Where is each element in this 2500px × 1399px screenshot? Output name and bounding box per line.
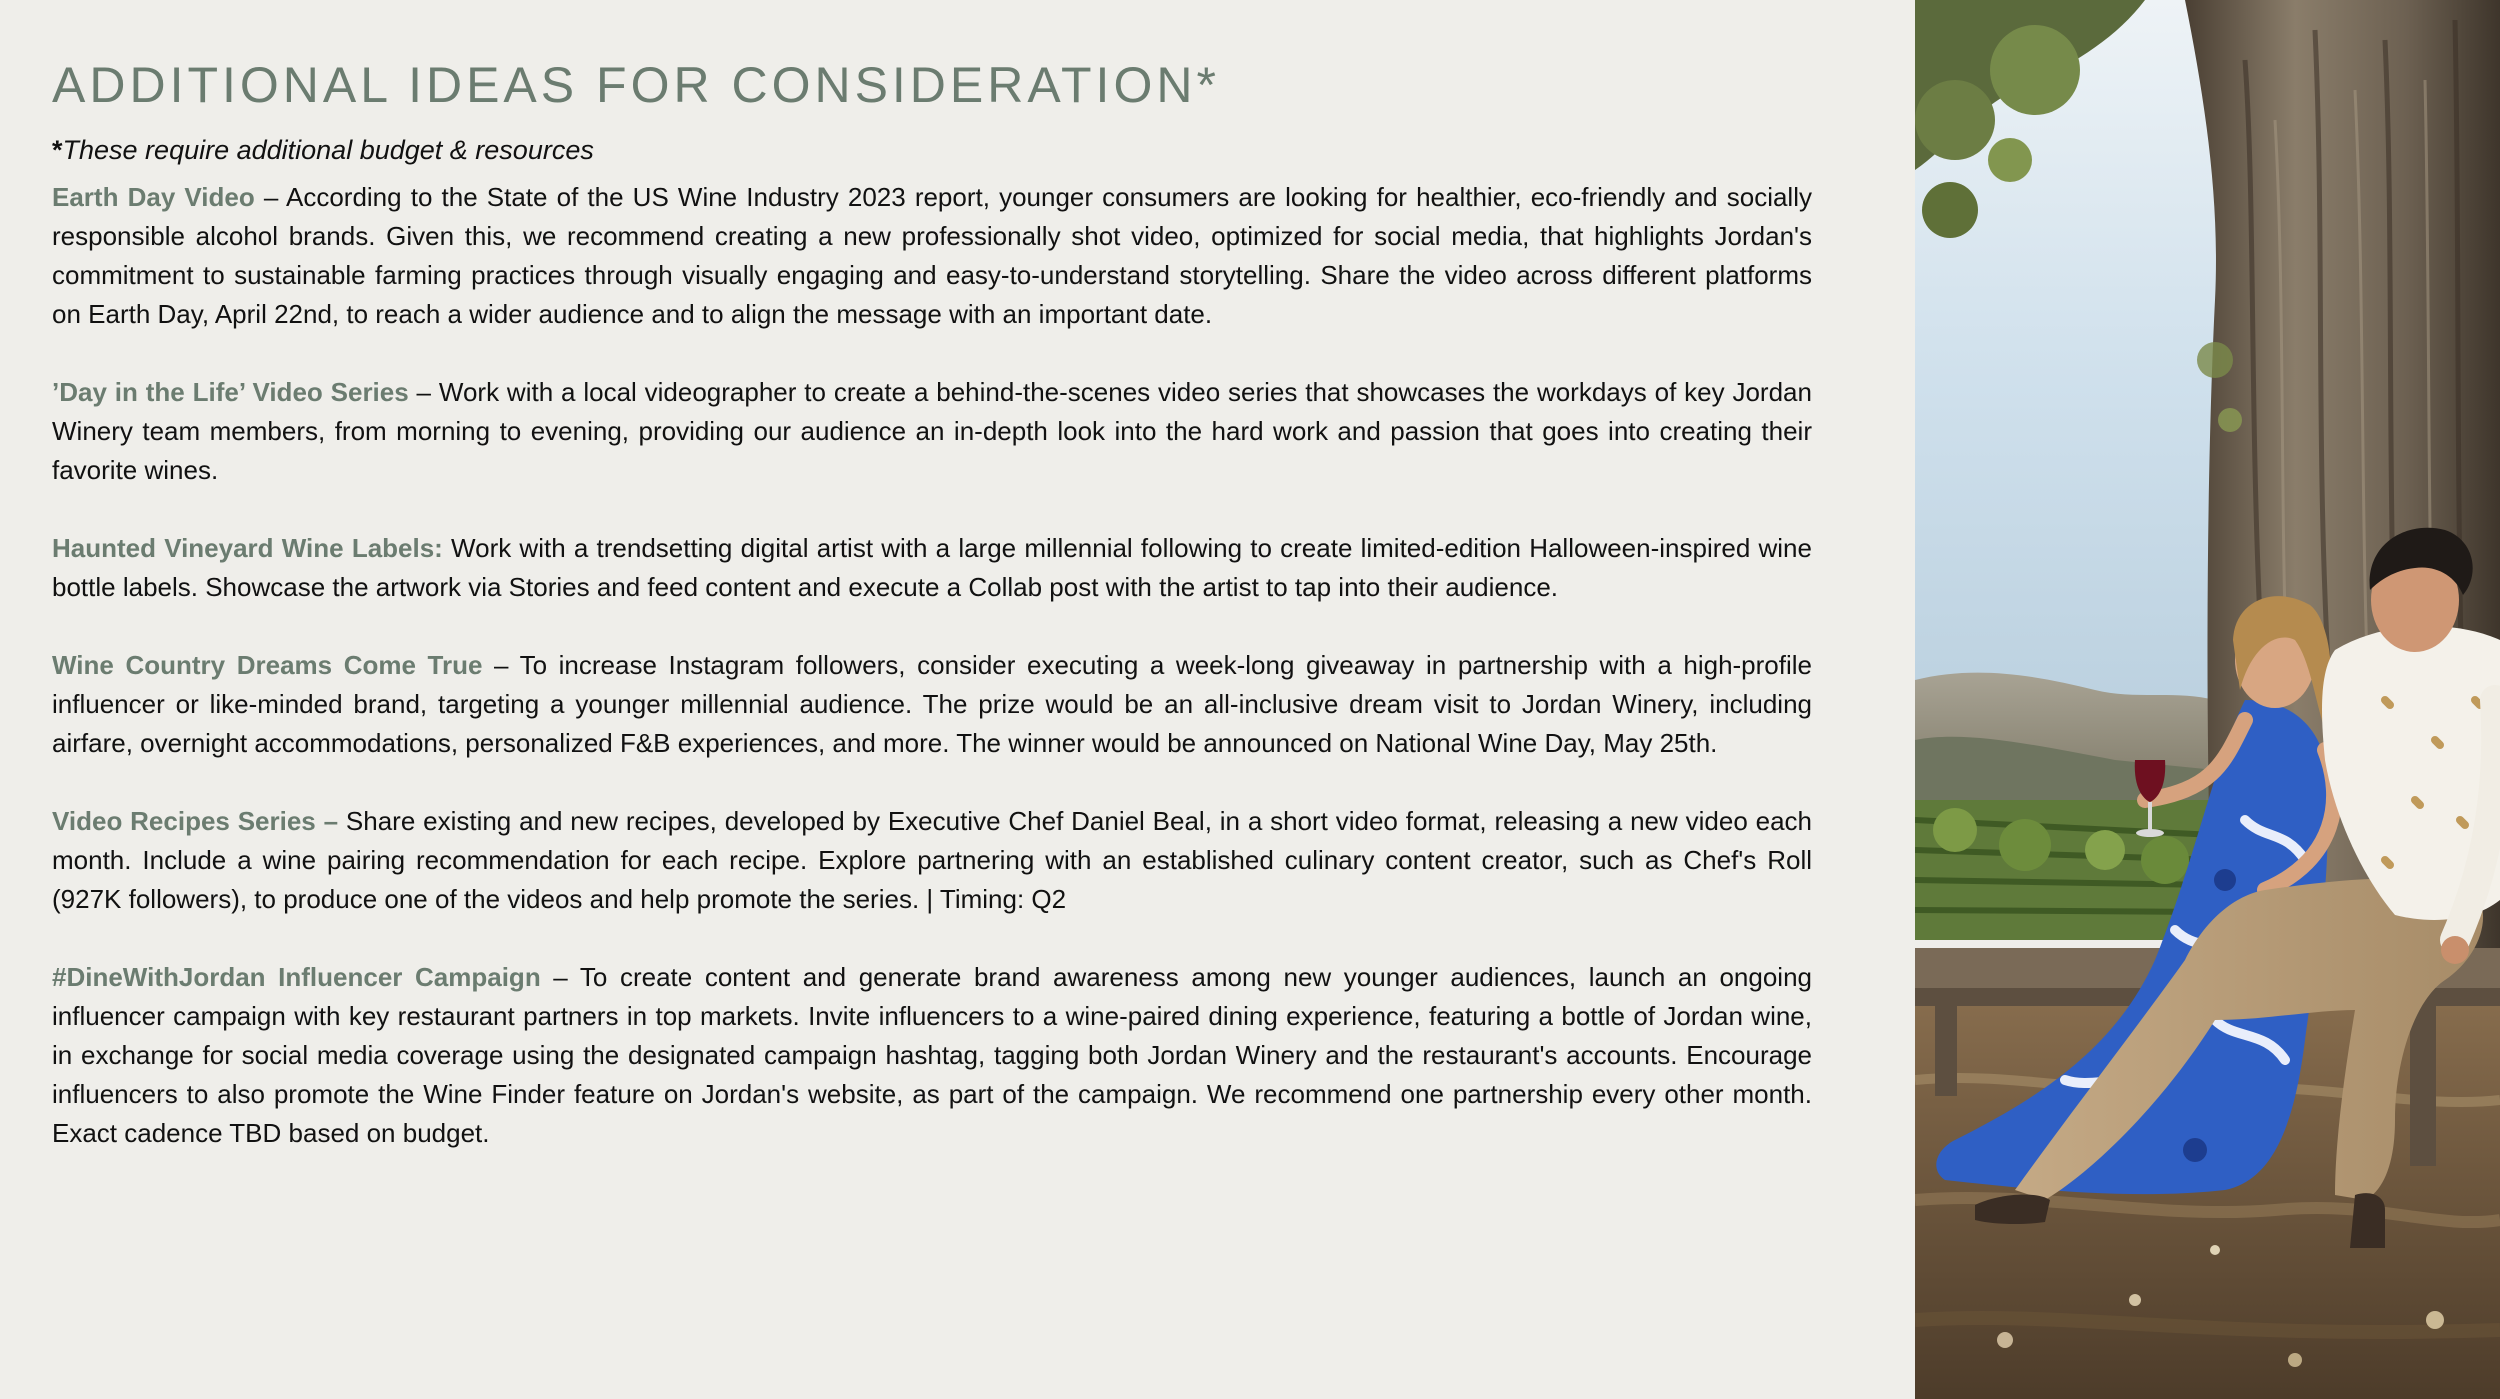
idea-body: Work with a local videographer to create a behind-the-scenes video series that showcases the workdays of key Jordan Winery team members, from morning to evening, providing our audience an in-depth look into the hard work and passion that goes into creating their favorite wines. <box>52 377 1812 485</box>
idea-title: ’Day in the Life’ Video Series <box>52 377 409 407</box>
idea-title: Video Recipes Series – <box>52 806 339 836</box>
idea-earth-day-video <box>52 178 1812 334</box>
vineyard-couple-photo <box>1915 0 2500 1399</box>
idea-separator <box>338 806 346 836</box>
budget-note <box>52 132 1812 168</box>
idea-separator: – <box>482 650 520 680</box>
idea-title: Wine Country Dreams Come True <box>52 650 483 680</box>
page-title: ADDITIONAL IDEAS FOR CONSIDERATION* <box>52 57 1220 113</box>
idea-dine-with-jordan <box>52 958 1812 1153</box>
idea-day-in-the-life <box>52 373 1812 490</box>
idea-body: To create content and generate brand awareness among new younger audiences, launch an ongoing influencer campaign with key restaurant partners in top markets. Invite influencers to a wine-paired dining experience, featuring a bottle of Jordan wine, in exchange for social media coverage using the designated campaign hashtag, tagging both Jordan Winery and the restaurant's accounts. Encourage influencers to also promote the Wine Finder feature on Jordan's website, as part of the campaign. We recommend one partnership every other month. Exact cadence TBD based on budget. <box>52 962 1812 1148</box>
content-column <box>52 50 1812 1192</box>
idea-haunted-vineyard-labels <box>52 529 1812 607</box>
idea-title: Earth Day Video <box>52 182 255 212</box>
idea-body: To increase Instagram followers, consider executing a week-long giveaway in partnership with a high-profile influencer or like-minded brand, targeting a younger millennial audience. The prize would be an all-inclusive dream visit to Jordan Winery, including airfare, overnight accommodations, personalized F&B experiences, and more. The winner would be announced on National Wine Day, May 25th. <box>52 650 1813 758</box>
idea-body: Work with a trendsetting digital artist with a large millennial following to create limited-edition Halloween-inspired wine bottle labels. Showcase the artwork via Stories and feed content and execute a Collab post with the artist to tap into their audience. <box>52 533 1812 602</box>
idea-body: According to the State of the US Wine Industry 2023 report, younger consumers are looking for healthier, eco-friendly and socially responsible alcohol brands. Given this, we recommend creating a new professionally shot video, optimized for social media, that highlights Jordan's commitment to sustainable farming practices through visually engaging and easy-to-understand storytelling. Share the video across different platforms on Earth Day, April 22nd, to reach a wider audience and to align the message with an important date. <box>52 182 1812 329</box>
idea-separator: – <box>540 962 580 992</box>
idea-separator: – <box>408 377 439 407</box>
idea-title: #DineWithJordan Influencer Campaign <box>52 962 541 992</box>
idea-title: Haunted Vineyard Wine Labels: <box>52 533 443 563</box>
note-text: These require additional budget & resources <box>62 135 594 165</box>
idea-wine-country-dreams <box>52 646 1812 763</box>
idea-separator <box>443 533 451 563</box>
ideas-list <box>52 178 1812 1153</box>
idea-video-recipes <box>52 802 1812 919</box>
idea-body: Share existing and new recipes, developed by Executive Chef Daniel Beal, in a short video format, releasing a new video each month. Include a wine pairing recommendation for each recipe. Explore partnering with an established culinary content creator, such as Chef's Roll (927K followers), to produce one of the videos and help promote the series. | Timing: Q2 <box>52 806 1812 914</box>
idea-separator: – <box>254 182 286 212</box>
note-star: * <box>52 135 63 165</box>
